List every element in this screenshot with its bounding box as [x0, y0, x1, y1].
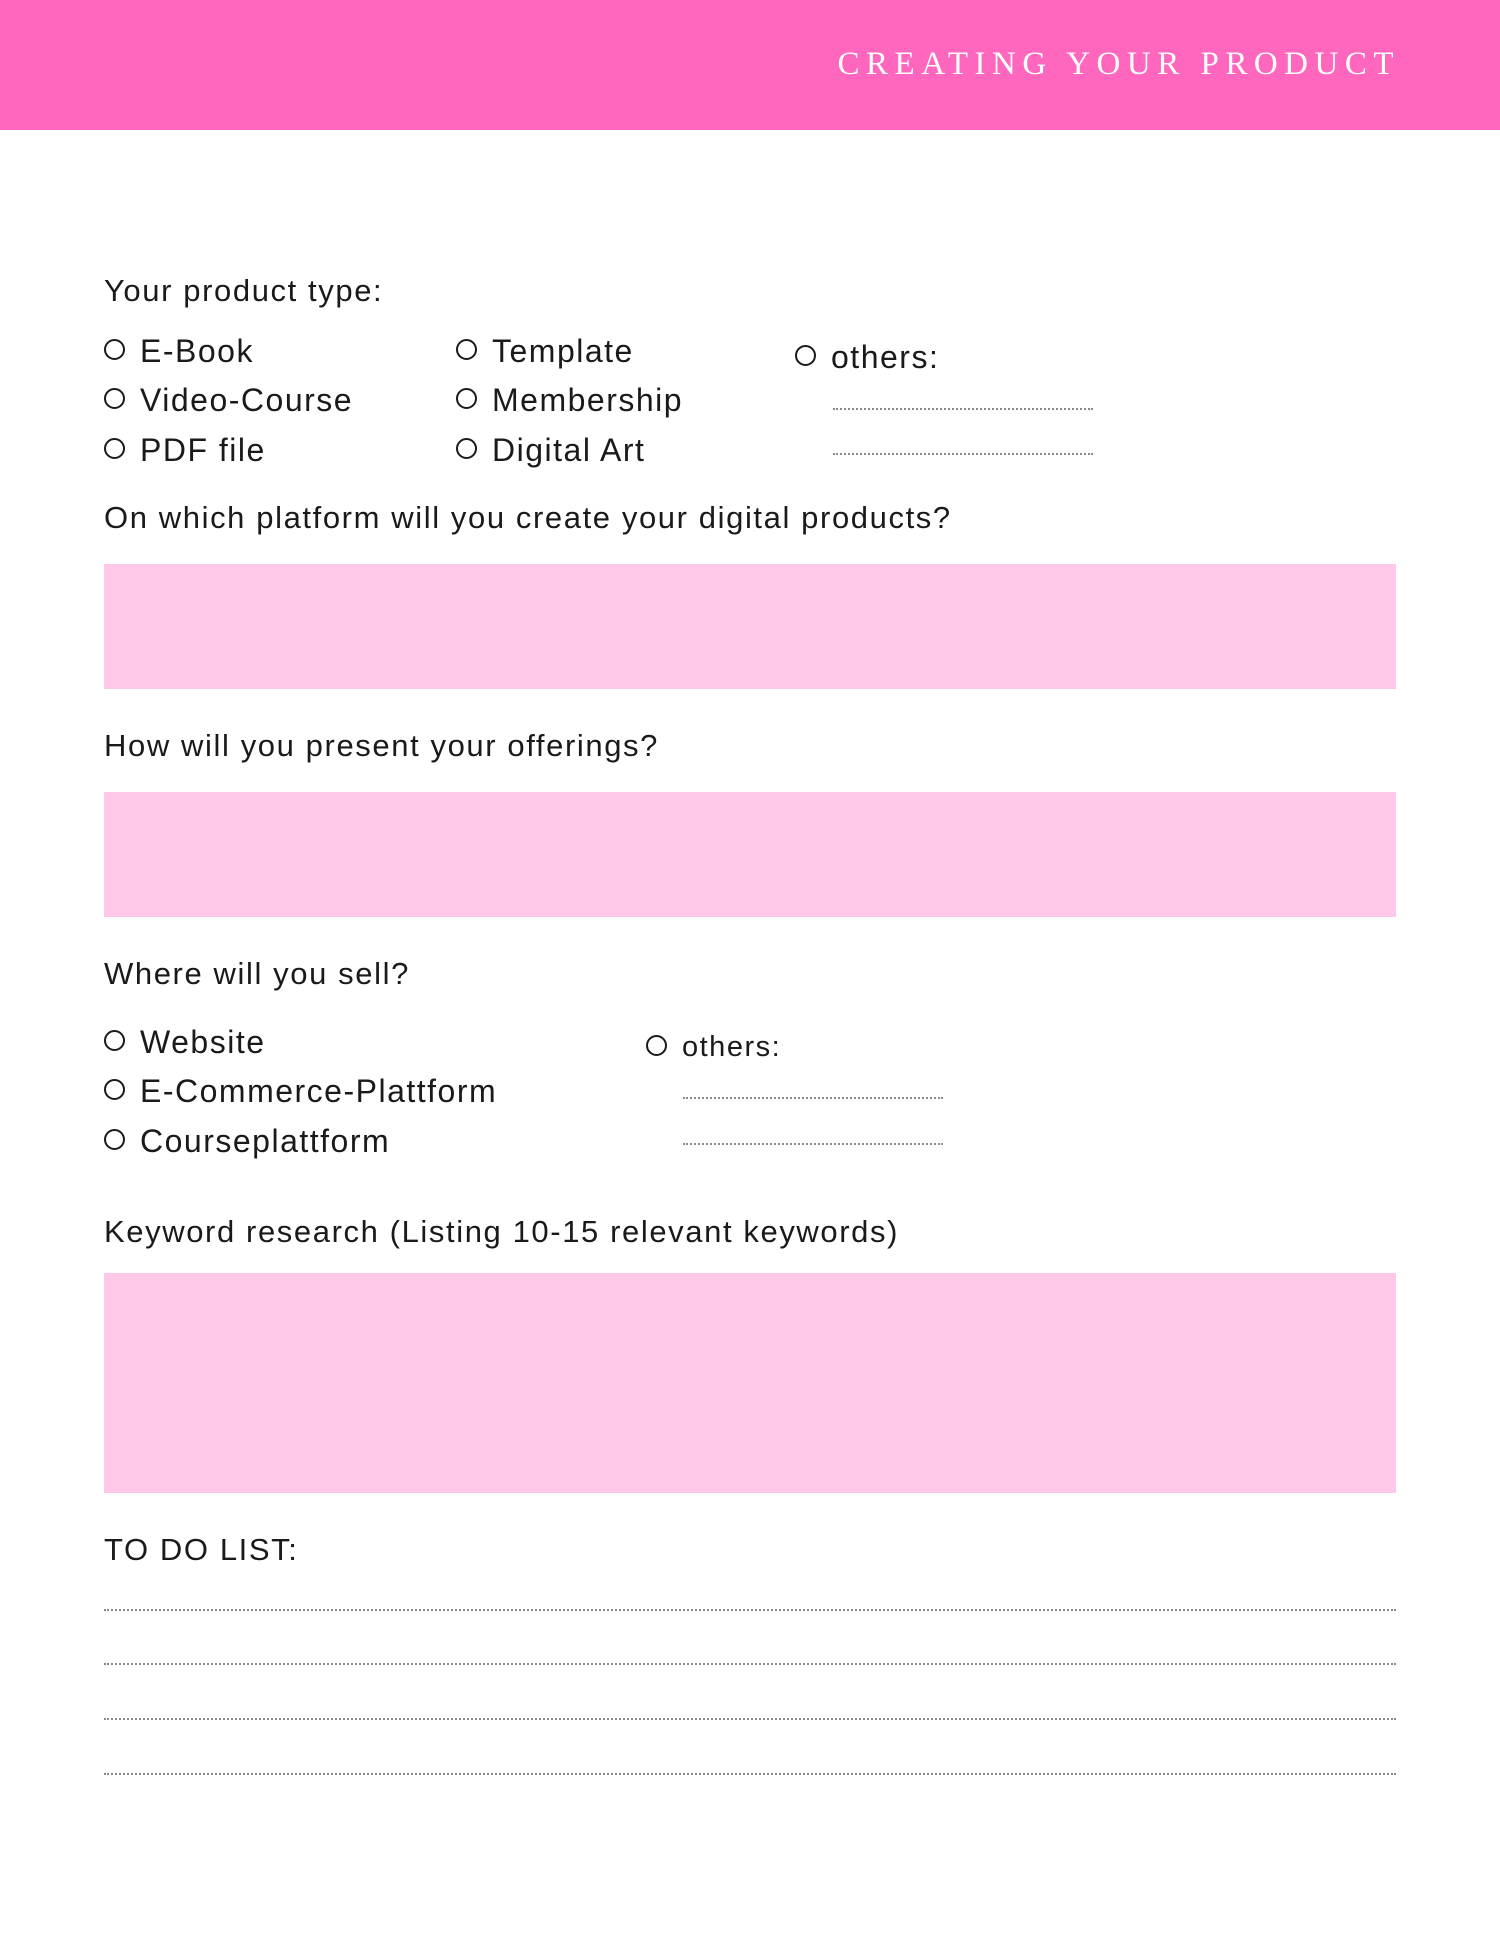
platform-question: On which platform will you create your digital products? [104, 500, 952, 535]
keywords-question: Keyword research (Listing 10-15 relevant keywords) [104, 1214, 900, 1249]
page-header [0, 0, 1500, 130]
todo-line-4[interactable] [104, 1773, 1396, 1775]
platform-answer-field[interactable] [104, 564, 1396, 689]
radio-icon[interactable] [795, 345, 816, 366]
others-sell-line-1[interactable] [683, 1097, 943, 1099]
radio-icon[interactable] [104, 1030, 125, 1051]
todo-line-2[interactable] [104, 1663, 1396, 1665]
option-digital-art[interactable]: Digital Art [456, 432, 645, 469]
option-video-course[interactable]: Video-Course [104, 382, 353, 419]
radio-icon[interactable] [104, 438, 125, 459]
radio-icon[interactable] [456, 388, 477, 409]
option-membership[interactable]: Membership [456, 382, 683, 419]
others-product-line-1[interactable] [833, 408, 1093, 410]
todo-line-1[interactable] [104, 1609, 1396, 1611]
page-title: CREATING YOUR PRODUCT [837, 46, 1400, 82]
keywords-answer-field[interactable] [104, 1273, 1396, 1493]
radio-icon[interactable] [456, 438, 477, 459]
option-ecommerce-plattform[interactable]: E-Commerce-Plattform [104, 1073, 497, 1110]
radio-icon[interactable] [104, 1079, 125, 1100]
option-website[interactable]: Website [104, 1024, 266, 1061]
todo-label: TO DO LIST: [104, 1532, 299, 1567]
radio-icon[interactable] [104, 388, 125, 409]
sell-question: Where will you sell? [104, 956, 410, 991]
option-template[interactable]: Template [456, 333, 634, 370]
radio-icon[interactable] [456, 339, 477, 360]
radio-icon[interactable] [104, 339, 125, 360]
radio-icon[interactable] [646, 1035, 667, 1056]
option-others-sell[interactable]: others: [646, 1031, 781, 1064]
option-courseplattform[interactable]: Courseplattform [104, 1123, 390, 1160]
radio-icon[interactable] [104, 1129, 125, 1150]
present-answer-field[interactable] [104, 792, 1396, 917]
others-sell-line-2[interactable] [683, 1143, 943, 1145]
option-others-product[interactable]: others: [795, 339, 939, 376]
todo-line-3[interactable] [104, 1718, 1396, 1720]
product-type-label: Your product type: [104, 273, 384, 308]
option-ebook[interactable]: E-Book [104, 333, 254, 370]
others-product-line-2[interactable] [833, 453, 1093, 455]
option-pdf-file[interactable]: PDF file [104, 432, 266, 469]
present-question: How will you present your offerings? [104, 728, 659, 763]
